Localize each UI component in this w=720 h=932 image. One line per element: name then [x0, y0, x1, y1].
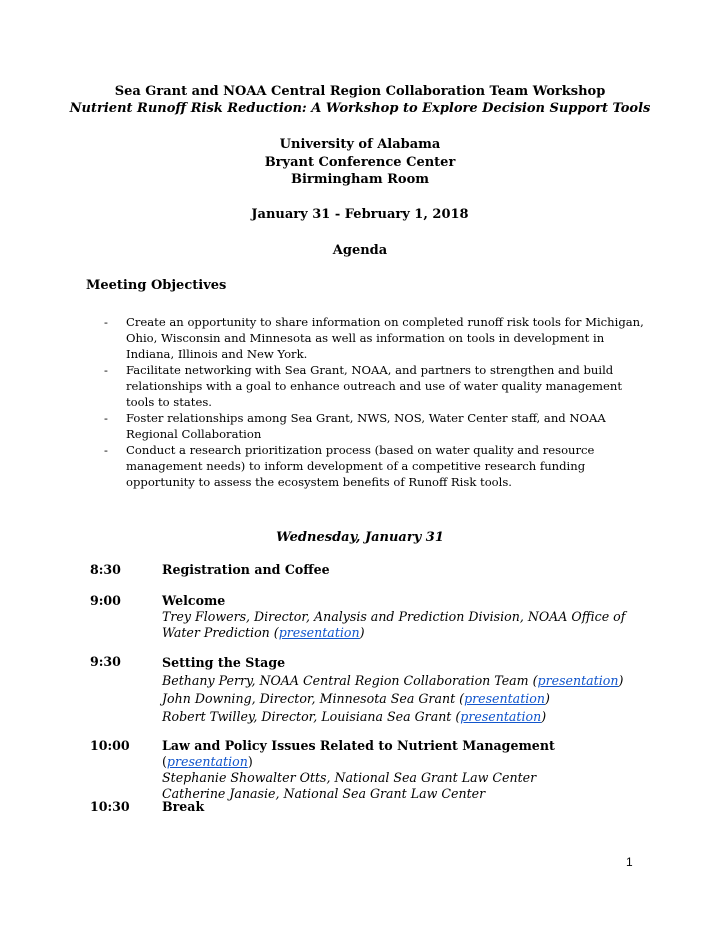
presentation-link[interactable]: presentation	[166, 754, 248, 769]
agenda-title: Setting the Stage	[162, 655, 286, 670]
presentation-link[interactable]: presentation	[460, 709, 542, 724]
agenda-title: Law and Policy Issues Related to Nutrient Management (presentation)	[162, 738, 555, 769]
presentation-link[interactable]: presentation	[464, 691, 545, 706]
objective-item: - Conduct a research prioritization process (based on water quality and resource management needs) to inform development of a competitive research funding opportunity to assess the ecosystem benefits of Runoff Risk tools.	[104, 443, 595, 489]
agenda-time: 8:30	[90, 562, 121, 577]
agenda-title: Break	[162, 799, 205, 814]
location-room: Birmingham Room	[290, 172, 430, 187]
page-number: 1	[626, 855, 633, 869]
event-dates: January 31 - February 1, 2018	[251, 207, 469, 222]
objectives-heading: Meeting Objectives	[86, 278, 227, 293]
agenda-time: 10:00	[90, 738, 130, 753]
agenda-time: 9:00	[90, 593, 121, 608]
agenda-heading: Agenda	[332, 243, 388, 258]
speaker-line: Robert Twilley, Director, Louisiana Sea Grant (presentation)	[162, 709, 547, 724]
agenda-time: 9:30	[90, 654, 121, 669]
objective-item: - Foster relationships among Sea Grant, NWS, NOS, Water Center staff, and NOAA Regional Collaboration	[104, 411, 606, 441]
agenda-title: Welcome	[162, 593, 226, 608]
objective-item: - Facilitate networking with Sea Grant, NOAA, and partners to strengthen and build relationships with a goal to enhance outreach and use of water quality management tools to states.	[104, 363, 623, 409]
speaker-line: Stephanie Showalter Otts, National Sea Grant Law Center	[162, 770, 537, 785]
objective-item: - Create an opportunity to share information on completed runoff risk tools for Michigan, Ohio, Wisconsin and Minnesota as well as information on tools in development in Indiana, Illinois and New York.	[104, 315, 644, 361]
document-title: Sea Grant and NOAA Central Region Collaboration Team Workshop	[114, 84, 606, 99]
day-heading: Wednesday, January 31	[276, 530, 444, 545]
agenda-title: Registration and Coffee	[162, 562, 330, 577]
presentation-link[interactable]: presentation	[278, 625, 360, 640]
agenda-time: 10:30	[90, 799, 130, 814]
document-subtitle: Nutrient Runoff Risk Reduction: A Workshop to Explore Decision Support Tools	[69, 101, 651, 116]
objectives-list	[104, 314, 644, 490]
location-university: University of Alabama	[279, 137, 441, 152]
speaker-line: Catherine Janasie, National Sea Grant Law Center	[162, 786, 486, 801]
presentation-link[interactable]: presentation	[537, 673, 619, 688]
speaker-line: Trey Flowers, Director, Analysis and Prediction Division, NOAA Office of Water Prediction (presentation)	[162, 609, 626, 640]
speaker-line: Bethany Perry, NOAA Central Region Collaboration Team (presentation)	[162, 673, 624, 688]
speaker-line: John Downing, Director, Minnesota Sea Grant (presentation)	[162, 691, 550, 706]
location-venue: Bryant Conference Center	[264, 155, 456, 170]
